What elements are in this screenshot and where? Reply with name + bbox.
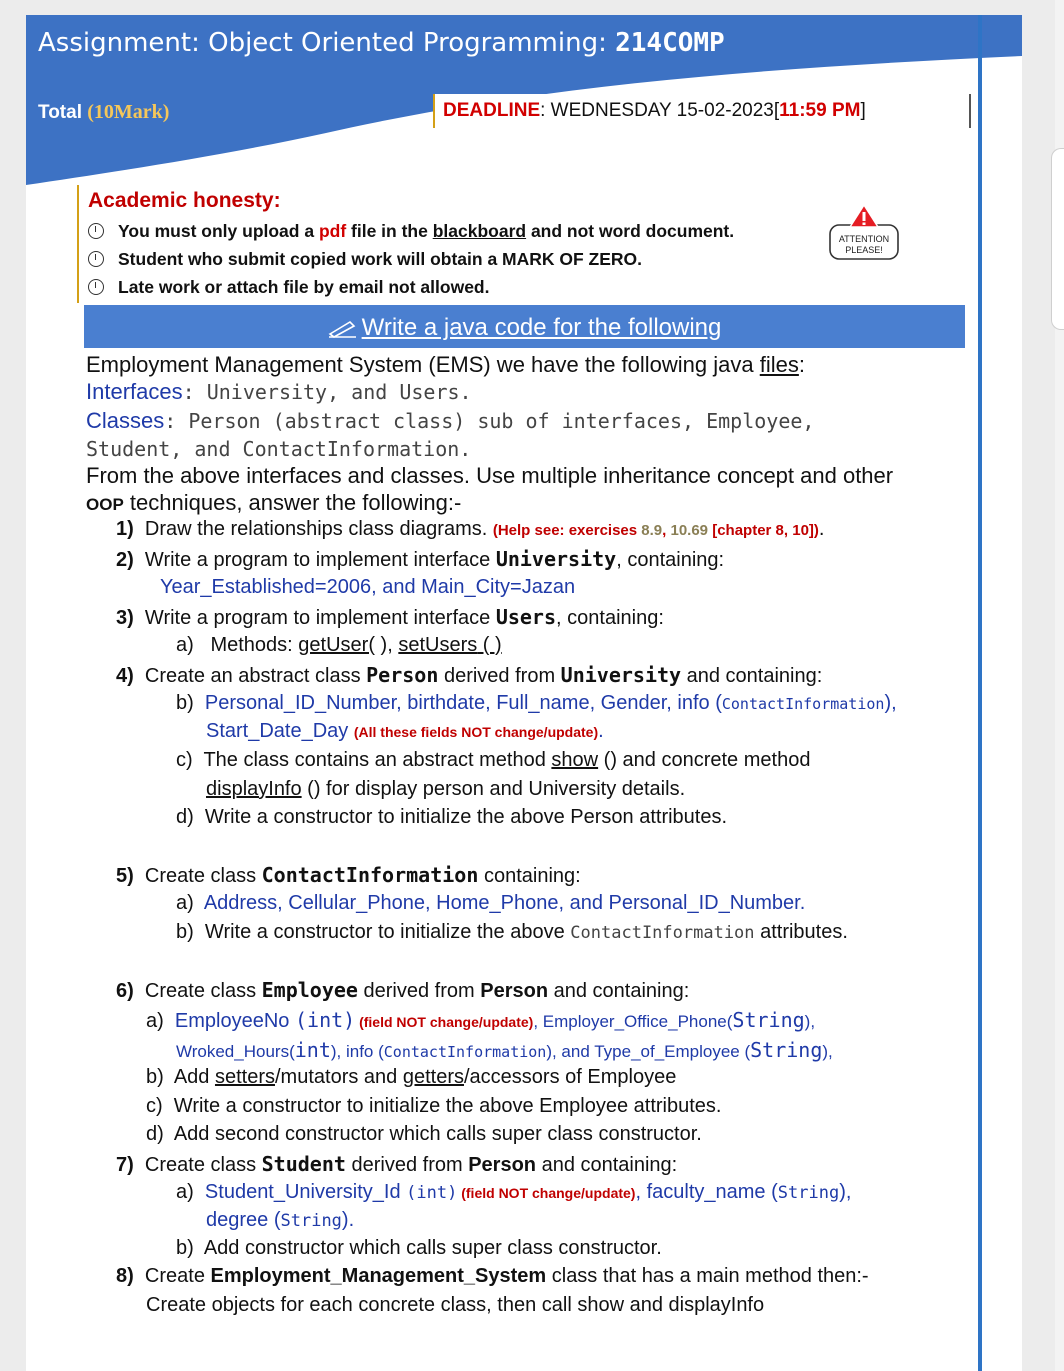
blackboard-link[interactable]: blackboard <box>432 221 527 241</box>
ems-intro: Employment Management System (EMS) we have the following java files: <box>86 352 805 377</box>
question-3: 3) Write a program to implement interface Users, containing: <box>116 605 664 629</box>
question-8-line2: Create objects for each concrete class, then call show and displayInfo <box>146 1294 765 1316</box>
deadline-text: DEADLINE: WEDNESDAY 15-02-2023[11:59 PM] <box>443 100 866 121</box>
academic-honesty-box <box>77 185 799 303</box>
question-1: 1) Draw the relationships class diagrams. (Help see: exercises 8.9, 10.69 [chapter 8, 10]). <box>116 518 825 540</box>
oop-line: OOP techniques, answer the following:- <box>86 490 462 515</box>
right-margin-rule <box>978 15 982 1371</box>
question-5: 5) Create class ContactInformation containing: <box>116 863 581 887</box>
question-8: 8) Create Employment_Management_System class that has a main method then:- <box>116 1265 869 1287</box>
question-6b: b) Add setters/mutators and getters/accessors of Employee <box>146 1066 677 1088</box>
question-3a: a) Methods: getUser( ), setUsers ( ) <box>176 634 502 656</box>
total-marks: Total (10Mark) <box>38 101 170 123</box>
question-4: 4) Create an abstract class Person derived from University and containing: <box>116 663 823 687</box>
honesty-rule-3: Late work or attach file by email not allowed. <box>88 277 489 298</box>
pencil-write-icon <box>328 318 358 338</box>
interfaces-line: Interfaces: University, and Users. <box>86 379 472 404</box>
clock-icon <box>88 223 104 239</box>
assignment-title: Assignment: Object Oriented Programming: 214COMP <box>38 28 725 58</box>
scrollbar-thumb[interactable] <box>1051 148 1064 330</box>
question-2: 2) Write a program to implement interface University, containing: <box>116 547 725 571</box>
question-7a: a) Student_University_Id (int) (field NOT change/update), faculty_name (String), <box>176 1181 852 1203</box>
question-4d: d) Write a constructor to initialize the above Person attributes. <box>176 806 728 828</box>
question-4b-line2: Start_Date_Day (All these fields NOT change/update). <box>206 720 604 742</box>
question-4c: c) The class contains an abstract method show () and concrete method <box>176 749 811 771</box>
from-line: From the above interfaces and classes. Use multiple inheritance concept and other <box>86 463 894 488</box>
question-7b: b) Add constructor which calls super class constructor. <box>176 1237 662 1259</box>
question-5a: a) Address, Cellular_Phone, Home_Phone, and Personal_ID_Number. <box>176 892 806 914</box>
question-6a-line2: Wroked_Hours(int), info (ContactInformation), and Type_of_Employee (String), <box>176 1038 833 1062</box>
honesty-rule-2: Student who submit copied work will obtain a MARK OF ZERO. <box>88 249 642 270</box>
instructions-heading: Write a java code for the following <box>84 314 965 342</box>
question-5b: b) Write a constructor to initialize the above ContactInformation attributes. <box>176 921 848 943</box>
question-4b: b) Personal_ID_Number, birthdate, Full_name, Gender, info (ContactInformation), <box>176 692 897 714</box>
honesty-rule-1: You must only upload a pdf file in the blackboard and not word document. <box>88 221 734 242</box>
instructions-bar <box>84 305 965 348</box>
question-2-detail: Year_Established=2006, and Main_City=Jazan <box>160 576 576 598</box>
question-6a: a) EmployeeNo (int) (field NOT change/update), Employer_Office_Phone(String), <box>146 1008 816 1032</box>
clock-icon <box>88 251 104 267</box>
question-4c-line2: displayInfo () for display person and University details. <box>206 778 686 800</box>
question-6d: d) Add second constructor which calls super class constructor. <box>146 1123 702 1145</box>
classes-line: Classes: Person (abstract class) sub of interfaces, Employee, <box>86 408 815 433</box>
honesty-title: Academic honesty: <box>88 189 281 212</box>
deadline-box <box>433 94 971 128</box>
course-code: 214COMP <box>615 28 725 58</box>
question-6c: c) Write a constructor to initialize the above Employee attributes. <box>146 1095 722 1117</box>
question-6: 6) Create class Employee derived from Person and containing: <box>116 978 690 1002</box>
question-7a-line2: degree (String). <box>206 1209 355 1231</box>
attention-warning-icon: ATTENTION PLEASE! <box>828 203 900 261</box>
question-7: 7) Create class Student derived from Person and containing: <box>116 1152 678 1176</box>
clock-icon <box>88 279 104 295</box>
classes-line-2: Student, and ContactInformation. <box>86 437 472 461</box>
